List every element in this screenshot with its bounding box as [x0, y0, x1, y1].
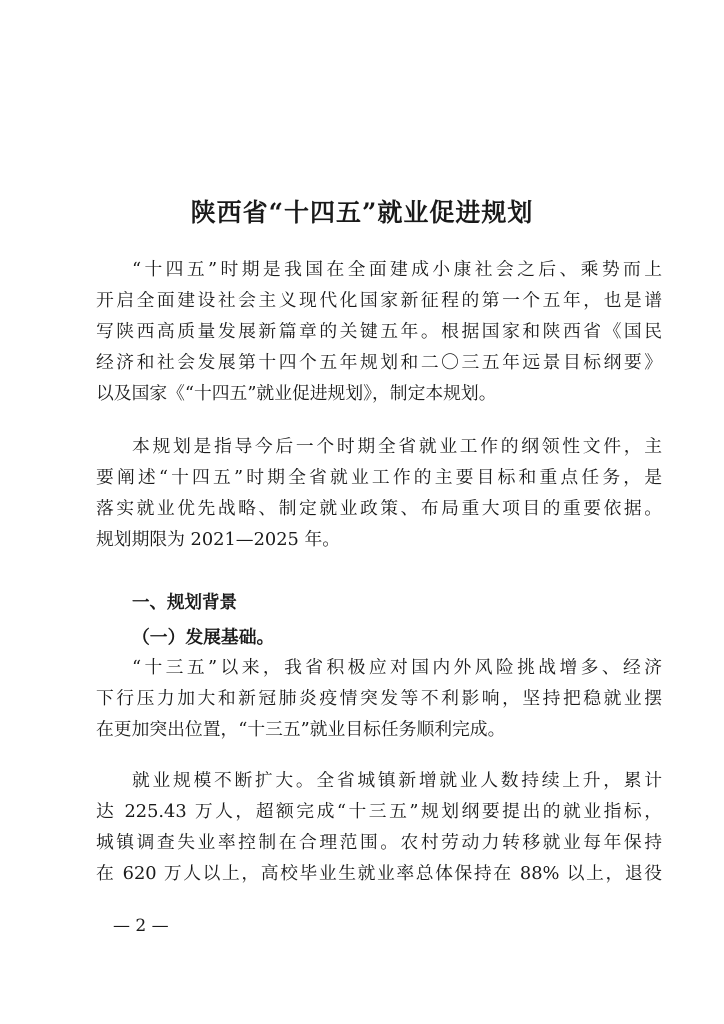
document-title: 陕西省“十四五”就业促进规划: [190, 198, 534, 227]
text-line: 在更加突出位置，“十三五”就业目标任务顺利完成。: [96, 719, 506, 740]
subsection-heading: （一）发展基础。: [132, 627, 275, 648]
text-line: 达 225.43 万人，超额完成“十三五”规划纲要提出的就业指标，: [96, 801, 662, 822]
text-line: 规划期限为 2021—2025 年。: [96, 529, 341, 550]
text-line: 以及国家《“十四五”就业促进规划》，制定本规划。: [96, 383, 497, 404]
section-heading: 一、规划背景: [132, 593, 237, 613]
paragraph-employment-scale: [96, 765, 662, 889]
paragraph-intro: [96, 254, 662, 409]
text-line: 城镇调查失业率控制在合理范围。农村劳动力转移就业每年保持: [96, 832, 662, 853]
text-line: 经济和社会发展第十四个五年规划和二〇三五年远景目标纲要》: [96, 352, 662, 373]
paragraph-achievements: [96, 652, 662, 745]
text-line: “十四五”时期是我国在全面建成小康社会之后、乘势而上: [132, 259, 662, 280]
text-line: 本规划是指导今后一个时期全省就业工作的纲领性文件，主: [132, 436, 662, 457]
text-line: 下行压力加大和新冠肺炎疫情突发等不利影响，坚持把稳就业摆: [96, 688, 662, 709]
text-line: 要阐述“十四五”时期全省就业工作的主要目标和重点任务，是: [96, 467, 662, 488]
page-number: — 2 —: [113, 916, 169, 936]
text-line: 开启全面建设社会主义现代化国家新征程的第一个五年，也是谱: [96, 290, 662, 311]
text-line: 落实就业优先战略、制定就业政策、布局重大项目的重要依据。: [96, 498, 662, 519]
text-line: “十三五”以来，我省积极应对国内外风险挑战增多、经济: [132, 657, 662, 678]
paragraph-purpose: [96, 431, 662, 555]
text-line: 就业规模不断扩大。全省城镇新增就业人数持续上升，累计: [132, 770, 662, 791]
text-line: 写陕西高质量发展新篇章的关键五年。根据国家和陕西省《国民: [96, 321, 662, 342]
text-line: 在 620 万人以上，高校毕业生就业率总体保持在 88% 以上，退役: [96, 863, 662, 884]
